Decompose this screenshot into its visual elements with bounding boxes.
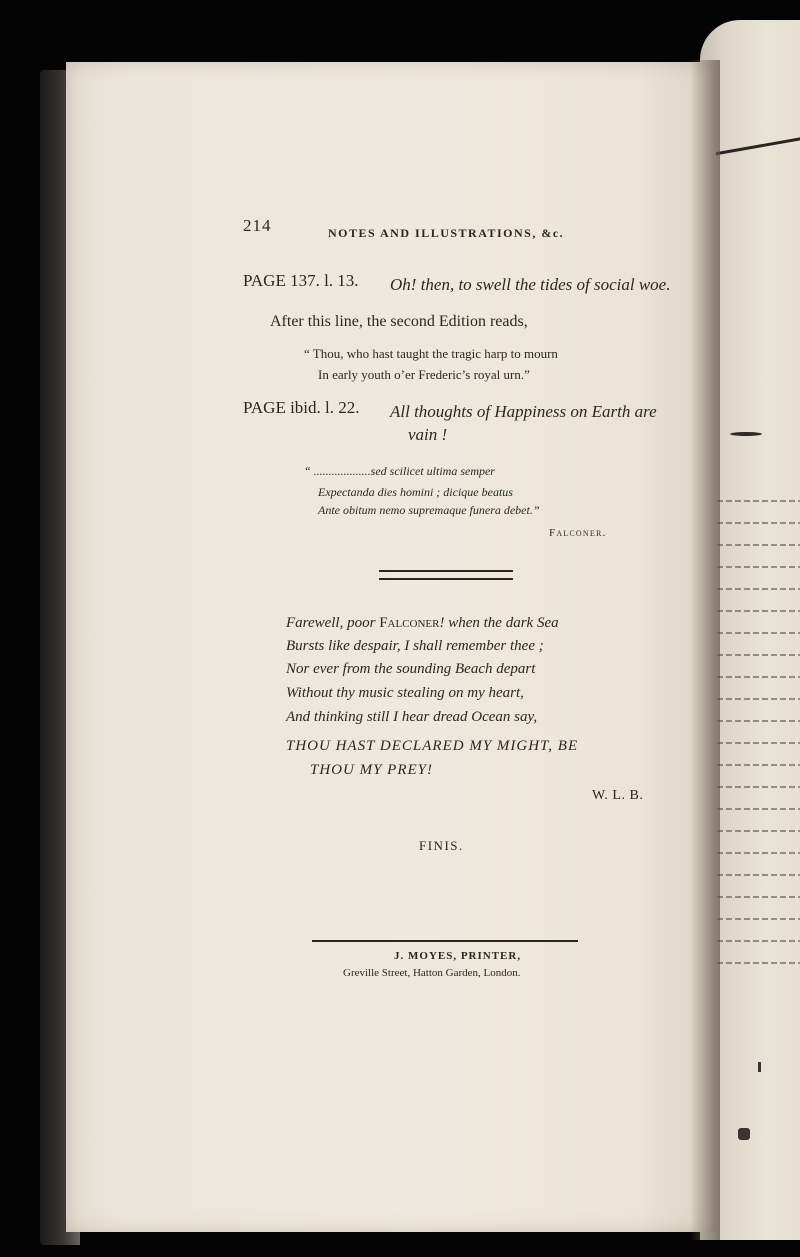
facing-page-text bbox=[708, 500, 800, 1020]
poem-name: Falconer bbox=[379, 615, 440, 631]
page-gutter bbox=[690, 60, 720, 1240]
quote-line: “ Thou, who hast taught the tragic harp to mourn bbox=[304, 346, 558, 361]
facing-page-mark bbox=[758, 1062, 761, 1072]
printer-address: Greville Street, Hatton Garden, London. bbox=[343, 967, 521, 979]
facing-page-ornament bbox=[730, 432, 762, 436]
quote-line: In early youth o’er Frederic’s royal urn.” bbox=[318, 367, 530, 382]
finis: FINIS. bbox=[419, 838, 464, 853]
section-divider bbox=[379, 570, 513, 580]
printer-name: J. MOYES, PRINTER, bbox=[394, 950, 522, 962]
running-head: NOTES AND ILLUSTRATIONS, &c. bbox=[328, 226, 565, 240]
note-text: Oh! then, to swell the tides of social woe. bbox=[390, 275, 671, 294]
latin-quote-line: Ante obitum nemo supremaque funera debet.” bbox=[318, 503, 540, 517]
latin-quote-line: “ ...................sed scilicet ultima semper bbox=[304, 464, 495, 478]
poem-shout-line: THOU HAST DECLARED MY MIGHT, BE bbox=[286, 738, 579, 754]
poem-line: Farewell, poor Falconer! when the dark Sea bbox=[286, 615, 559, 631]
poem-signature: W. L. B. bbox=[592, 788, 644, 803]
latin-quote-line: Expectanda dies homini ; dicique beatus bbox=[318, 485, 513, 499]
poem-line: Bursts like despair, I shall remember thee ; bbox=[286, 638, 544, 654]
note-text-continued: vain ! bbox=[408, 425, 448, 444]
quote-attribution: Falconer. bbox=[549, 527, 607, 539]
note-reference: PAGE ibid. l. 22. bbox=[243, 398, 360, 417]
note-intro: After this line, the second Edition reads, bbox=[270, 313, 528, 330]
poem-line: And thinking still I hear dread Ocean say, bbox=[286, 709, 538, 725]
poem-shout-line: THOU MY PREY! bbox=[310, 762, 434, 778]
colophon-rule bbox=[312, 940, 578, 942]
note-reference: PAGE 137. l. 13. bbox=[243, 271, 359, 290]
page-number: 214 bbox=[243, 216, 272, 235]
facing-page-mark bbox=[738, 1128, 750, 1140]
poem-line: Without thy music stealing on my heart, bbox=[286, 685, 524, 701]
poem-line: Nor ever from the sounding Beach depart bbox=[286, 661, 536, 677]
note-text: All thoughts of Happiness on Earth are bbox=[390, 402, 657, 421]
